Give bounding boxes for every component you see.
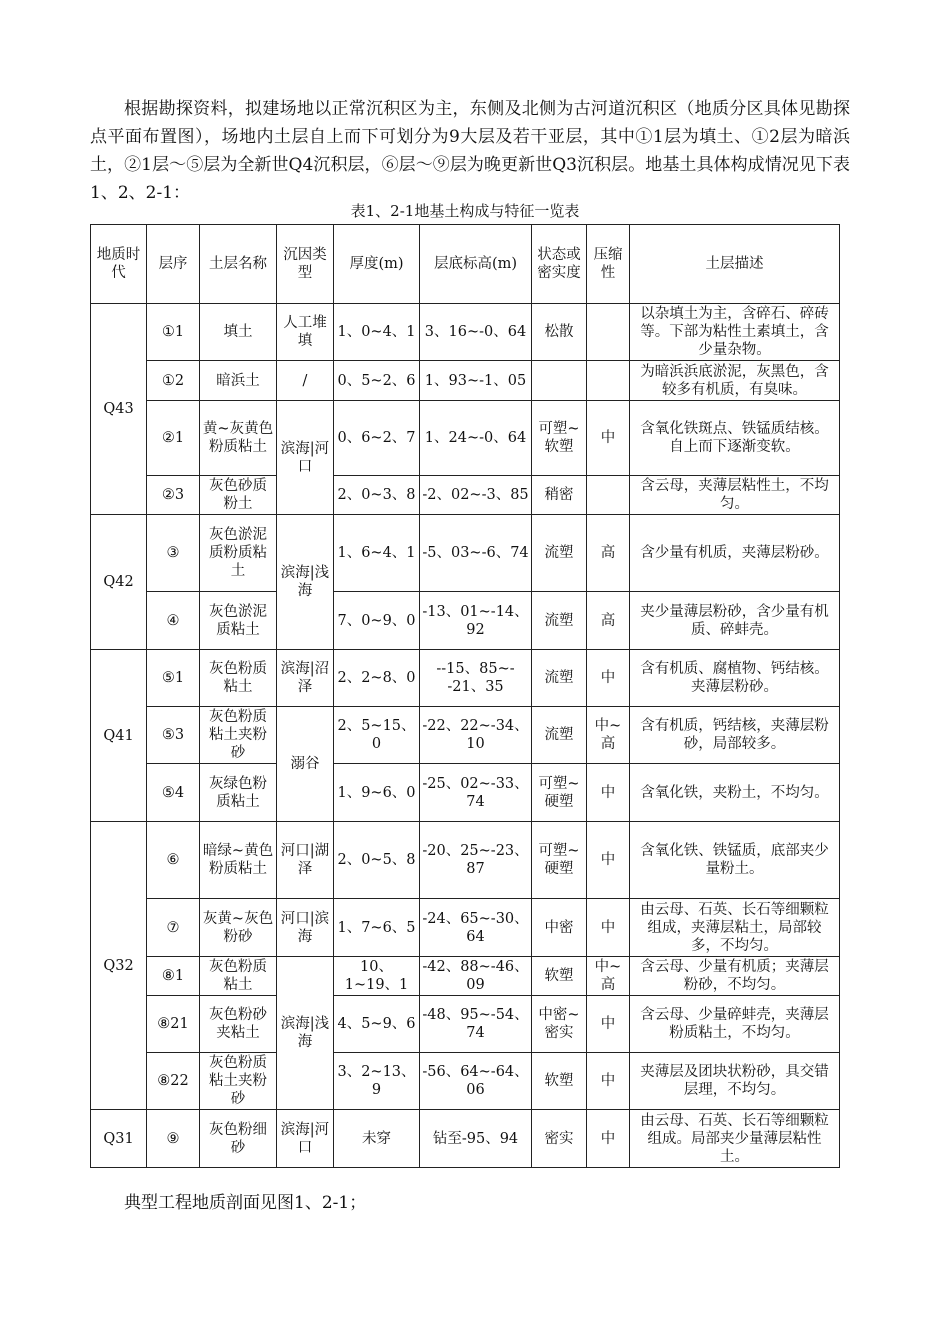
cell-state: 流塑 — [532, 515, 587, 592]
footer-paragraph: 典型工程地质剖面见图1、2-1； — [124, 1193, 367, 1213]
cell-genesis: 河口|滨海 — [277, 899, 334, 957]
table-row — [91, 1110, 840, 1168]
cell-thickness: 7、0~9、0 — [334, 592, 420, 650]
cell-desc: 含氧化铁，夹粉土，不均匀。 — [630, 764, 840, 822]
cell-thickness: 2、5~15、0 — [334, 707, 420, 764]
cell-name: 暗绿~黄色粉质粘土 — [200, 822, 277, 899]
cell-compress — [587, 476, 630, 515]
cell-genesis: 滨海|河口 — [277, 1110, 334, 1168]
cell-state: 中密 — [532, 899, 587, 957]
cell-thickness: 1、9~6、0 — [334, 764, 420, 822]
cell-elevation: -5、03~-6、74 — [420, 515, 532, 592]
cell-era: Q31 — [91, 1110, 147, 1168]
cell-state: 软塑 — [532, 957, 587, 996]
cell-genesis: 滨海|浅海 — [277, 957, 334, 1110]
header-name: 土层名称 — [200, 225, 277, 304]
cell-desc: 含有机质、腐植物、钙结核。夹薄层粉砂。 — [630, 650, 840, 707]
cell-genesis: 滨海|河口 — [277, 401, 334, 515]
table-row — [91, 515, 840, 592]
cell-elevation: 3、16~-0、64 — [420, 304, 532, 361]
cell-name: 填土 — [200, 304, 277, 361]
cell-state: 可塑~硬塑 — [532, 764, 587, 822]
cell-layer: ①2 — [147, 361, 200, 401]
cell-name: 黄~灰黄色粉质粘土 — [200, 401, 277, 476]
cell-elevation: -42、88~-46、09 — [420, 957, 532, 996]
table-row — [91, 822, 840, 899]
table-row — [91, 401, 840, 476]
cell-layer: ②1 — [147, 401, 200, 476]
cell-compress: 中 — [587, 899, 630, 957]
cell-elevation: -48、95~-54、74 — [420, 996, 532, 1053]
cell-desc: 由云母、石英、长石等细颗粒组成。局部夹少量薄层粘性土。 — [630, 1110, 840, 1168]
cell-compress: 中~高 — [587, 707, 630, 764]
cell-layer: ⑤1 — [147, 650, 200, 707]
cell-compress — [587, 361, 630, 401]
cell-elevation: -13、01~-14、92 — [420, 592, 532, 650]
cell-compress — [587, 304, 630, 361]
soil-table — [90, 224, 840, 1168]
table-row — [91, 957, 840, 996]
cell-state: 松散 — [532, 304, 587, 361]
cell-desc: 以杂填土为主，含碎石、碎砖等。下部为粘性土素填土，含少量杂物。 — [630, 304, 840, 361]
cell-era: Q41 — [91, 650, 147, 822]
cell-desc: 含云母，夹薄层粘性土，不均匀。 — [630, 476, 840, 515]
cell-compress: 高 — [587, 592, 630, 650]
cell-elevation: -25、02~-33、74 — [420, 764, 532, 822]
cell-elevation: -2、02~-3、85 — [420, 476, 532, 515]
cell-state: 流塑 — [532, 650, 587, 707]
cell-thickness: 1、0~4、1 — [334, 304, 420, 361]
cell-compress: 中 — [587, 650, 630, 707]
cell-state: 流塑 — [532, 592, 587, 650]
cell-name: 灰黄~灰色粉砂 — [200, 899, 277, 957]
cell-state: 可塑~软塑 — [532, 401, 587, 476]
cell-genesis: / — [277, 361, 334, 401]
cell-genesis: 溺谷 — [277, 707, 334, 822]
cell-era: Q43 — [91, 304, 147, 515]
cell-desc: 含云母、少量碎蚌壳，夹薄层粉质粘土，不均匀。 — [630, 996, 840, 1053]
cell-name: 灰色粉质粘土 — [200, 650, 277, 707]
cell-name: 灰色粉质粘土夹粉砂 — [200, 1053, 277, 1110]
cell-thickness: 未穿 — [334, 1110, 420, 1168]
header-desc: 土层描述 — [630, 225, 840, 304]
cell-desc: 夹薄层及团块状粉砂，具交错层理，不均匀。 — [630, 1053, 840, 1110]
cell-desc: 含云母、少量有机质；夹薄层粉砂，不均匀。 — [630, 957, 840, 996]
cell-compress: 高 — [587, 515, 630, 592]
cell-compress: 中~高 — [587, 957, 630, 996]
cell-name: 灰色淤泥质粉质粘土 — [200, 515, 277, 592]
cell-thickness: 3、2~13、9 — [334, 1053, 420, 1110]
header-genesis: 沉因类型 — [277, 225, 334, 304]
cell-elevation: -24、65~-30、64 — [420, 899, 532, 957]
cell-elevation: -56、64~-64、06 — [420, 1053, 532, 1110]
cell-state: 密实 — [532, 1110, 587, 1168]
cell-thickness: 2、0~3、8 — [334, 476, 420, 515]
cell-layer: ①1 — [147, 304, 200, 361]
cell-state: 稍密 — [532, 476, 587, 515]
table-row — [91, 592, 840, 650]
cell-era: Q32 — [91, 822, 147, 1110]
cell-compress: 中 — [587, 1110, 630, 1168]
cell-desc: 夹少量薄层粉砂，含少量有机质、碎蚌壳。 — [630, 592, 840, 650]
cell-layer: ⑧1 — [147, 957, 200, 996]
cell-thickness: 10、1~19、1 — [334, 957, 420, 996]
cell-name: 灰色粉质粘土夹粉砂 — [200, 707, 277, 764]
table-caption: 表1、2-1地基土构成与特征一览表 — [350, 202, 580, 220]
cell-compress: 中 — [587, 996, 630, 1053]
table-row — [91, 304, 840, 361]
cell-state: 中密~密实 — [532, 996, 587, 1053]
cell-thickness: 4、5~9、6 — [334, 996, 420, 1053]
cell-layer: ⑦ — [147, 899, 200, 957]
cell-desc: 含氧化铁斑点、铁锰质结核。自上而下逐渐变软。 — [630, 401, 840, 476]
cell-desc: 含有机质，钙结核，夹薄层粉砂，局部较多。 — [630, 707, 840, 764]
cell-layer: ⑥ — [147, 822, 200, 899]
intro-paragraph: 根据勘探资料，拟建场地以正常沉积区为主，东侧及北侧为古河道沉积区（地质分区具体见勘探点平面布置图），场地内土层自上而下可划分为9大层及若干亚层，其中①1层为填土、①2层为暗浜土，②1层～⑤层为全新世Q4沉积层，⑥层～⑨层为晚更新世Q3沉积层。地基土具体构成情况见下表1、2、2-1： — [90, 99, 850, 203]
cell-state: 流塑 — [532, 707, 587, 764]
header-era: 地质时代 — [91, 225, 147, 304]
table-row — [91, 707, 840, 764]
cell-name: 灰绿色粉质粘土 — [200, 764, 277, 822]
header-thickness: 厚度(m) — [334, 225, 420, 304]
cell-elevation: -20、25~-23、87 — [420, 822, 532, 899]
cell-layer: ④ — [147, 592, 200, 650]
cell-name: 灰色粉细砂 — [200, 1110, 277, 1168]
cell-elevation: 钻至-95、94 — [420, 1110, 532, 1168]
cell-genesis: 河口|湖泽 — [277, 822, 334, 899]
cell-elevation: 1、93~-1、05 — [420, 361, 532, 401]
cell-name: 暗浜土 — [200, 361, 277, 401]
table-row — [91, 764, 840, 822]
cell-compress: 中 — [587, 822, 630, 899]
cell-era: Q42 — [91, 515, 147, 650]
cell-name: 灰色砂质粉土 — [200, 476, 277, 515]
cell-compress: 中 — [587, 1053, 630, 1110]
cell-elevation: -22、22~-34、10 — [420, 707, 532, 764]
cell-state: 可塑~硬塑 — [532, 822, 587, 899]
cell-desc: 由云母、石英、长石等细颗粒组成，夹薄层粘土，局部较多，不均匀。 — [630, 899, 840, 957]
table-row — [91, 899, 840, 957]
cell-genesis: 滨海|沼泽 — [277, 650, 334, 707]
cell-compress: 中 — [587, 401, 630, 476]
cell-thickness: 2、0~5、8 — [334, 822, 420, 899]
table-row — [91, 361, 840, 401]
cell-layer: ⑧22 — [147, 1053, 200, 1110]
table-row — [91, 650, 840, 707]
cell-genesis: 人工堆填 — [277, 304, 334, 361]
table-row — [91, 996, 840, 1053]
cell-name: 灰色粉质粘土 — [200, 957, 277, 996]
cell-elevation: --15、85~--21、35 — [420, 650, 532, 707]
cell-layer: ⑤4 — [147, 764, 200, 822]
cell-thickness: 0、5~2、6 — [334, 361, 420, 401]
table-header-row — [91, 225, 840, 304]
cell-layer: ⑧21 — [147, 996, 200, 1053]
cell-thickness: 1、6~4、1 — [334, 515, 420, 592]
header-elevation: 层底标高(m) — [420, 225, 532, 304]
cell-desc: 含氧化铁、铁锰质，底部夹少量粉土。 — [630, 822, 840, 899]
header-compress: 压缩性 — [587, 225, 630, 304]
cell-layer: ⑨ — [147, 1110, 200, 1168]
cell-layer: ②3 — [147, 476, 200, 515]
header-layer: 层序 — [147, 225, 200, 304]
cell-state — [532, 361, 587, 401]
cell-thickness: 2、2~8、0 — [334, 650, 420, 707]
cell-thickness: 0、6~2、7 — [334, 401, 420, 476]
cell-desc: 含少量有机质，夹薄层粉砂。 — [630, 515, 840, 592]
table-row — [91, 1053, 840, 1110]
cell-layer: ③ — [147, 515, 200, 592]
cell-name: 灰色粉砂夹粘土 — [200, 996, 277, 1053]
cell-layer: ⑤3 — [147, 707, 200, 764]
cell-compress: 中 — [587, 764, 630, 822]
cell-thickness: 1、7~6、5 — [334, 899, 420, 957]
cell-elevation: 1、24~-0、64 — [420, 401, 532, 476]
header-state: 状态或密实度 — [532, 225, 587, 304]
cell-name: 灰色淤泥质粘土 — [200, 592, 277, 650]
table-row — [91, 476, 840, 515]
cell-genesis: 滨海|浅海 — [277, 515, 334, 650]
cell-desc: 为暗浜浜底淤泥，灰黑色，含较多有机质，有臭味。 — [630, 361, 840, 401]
cell-state: 软塑 — [532, 1053, 587, 1110]
